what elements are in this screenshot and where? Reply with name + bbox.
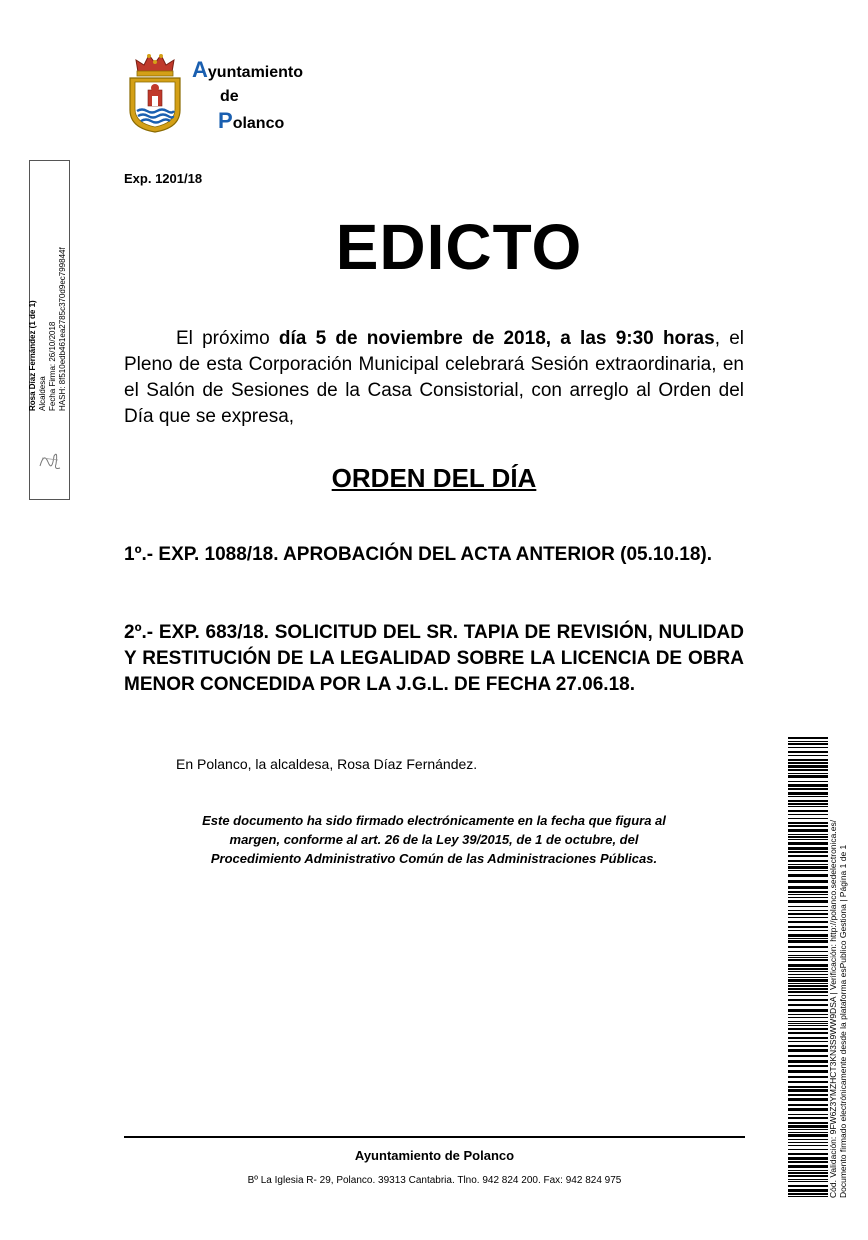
logo-initial-a: A — [192, 57, 208, 82]
validation-line-2: Documento firmado electrónicamente desde la plataforma esPublico Gestiona | Página 1 de 1 — [838, 844, 848, 1198]
agenda-item-1: 1º.- EXP. 1088/18. APROBACIÓN DEL ACTA ANTERIOR (05.10.18). — [124, 544, 713, 565]
logo-word-ayuntamiento: yuntamiento — [207, 64, 304, 81]
electronic-signature-notice — [124, 811, 744, 868]
para-body: , el Pleno de esta Corporación Municipal celebrará Sesión extraordinaria, en el Salón de Sesiones de la Casa Consistorial, con arreglo al Orden del Día que se expresa, — [124, 328, 744, 427]
signer-name: Rosa Díaz Fernández (1 de 1) — [28, 300, 37, 411]
signature-details — [28, 161, 68, 411]
validation-text — [828, 798, 848, 1198]
signature-date: Fecha Firma: 26/10/2018 — [48, 321, 57, 411]
signature-hash: HASH: 8f510edb461ea2785c370d9ec799844f — [58, 247, 67, 411]
closing-signature-line: En Polanco, la alcaldesa, Rosa Díaz Fernández. — [176, 756, 478, 772]
handwritten-signature-icon — [36, 446, 64, 474]
logo-initial-p: P — [218, 108, 233, 133]
expedient-number: Exp. 1201/18 — [124, 171, 203, 186]
footer-address: Bº La Iglesia R- 29, Polanco. 39313 Cantabria. Tlno. 942 824 200. Fax: 942 824 975 — [247, 1175, 622, 1186]
agenda-heading: ORDEN DEL DÍA — [331, 463, 537, 493]
announcement-paragraph — [124, 326, 744, 430]
para-intro: El próximo — [176, 328, 279, 349]
validation-line-1: Cód. Validación: 9FW6Z3YMZHCT3KN3S9WW9DSA | Verificación: http://polanco.sedelectronica.es/ — [828, 819, 838, 1198]
footer-divider — [124, 1136, 745, 1138]
notice-line-2: margen, conforme al art. 26 de la Ley 39/2015, de 1 de octubre, del — [229, 832, 639, 847]
municipality-logo-text — [190, 58, 330, 136]
document-title: EDICTO — [335, 211, 583, 283]
signer-role: Alcaldesa — [38, 376, 47, 411]
coat-of-arms-logo — [126, 52, 184, 134]
footer-organization: Ayuntamiento de Polanco — [354, 1148, 515, 1163]
para-date-time: día 5 de noviembre de 2018, a las 9:30 horas — [278, 328, 715, 349]
agenda-item-2: 2º.- EXP. 683/18. SOLICITUD DEL SR. TAPIA DE REVISIÓN, NULIDAD Y RESTITUCIÓN DE LA LEGALIDAD SOBRE LA LICENCIA DE OBRA MENOR CONCEDIDA POR LA J.G.L. DE FECHA 27.06.18. — [124, 622, 744, 695]
logo-word-de: de — [220, 88, 239, 105]
electronic-signature-box — [29, 160, 70, 500]
validation-barcode — [788, 737, 828, 1197]
logo-word-olanco: olanco — [232, 115, 285, 132]
notice-line-3: Procedimiento Administrativo Común de las Administraciones Públicas. — [210, 851, 658, 866]
notice-line-1: Este documento ha sido firmado electrónicamente en la fecha que figura al — [202, 813, 666, 828]
